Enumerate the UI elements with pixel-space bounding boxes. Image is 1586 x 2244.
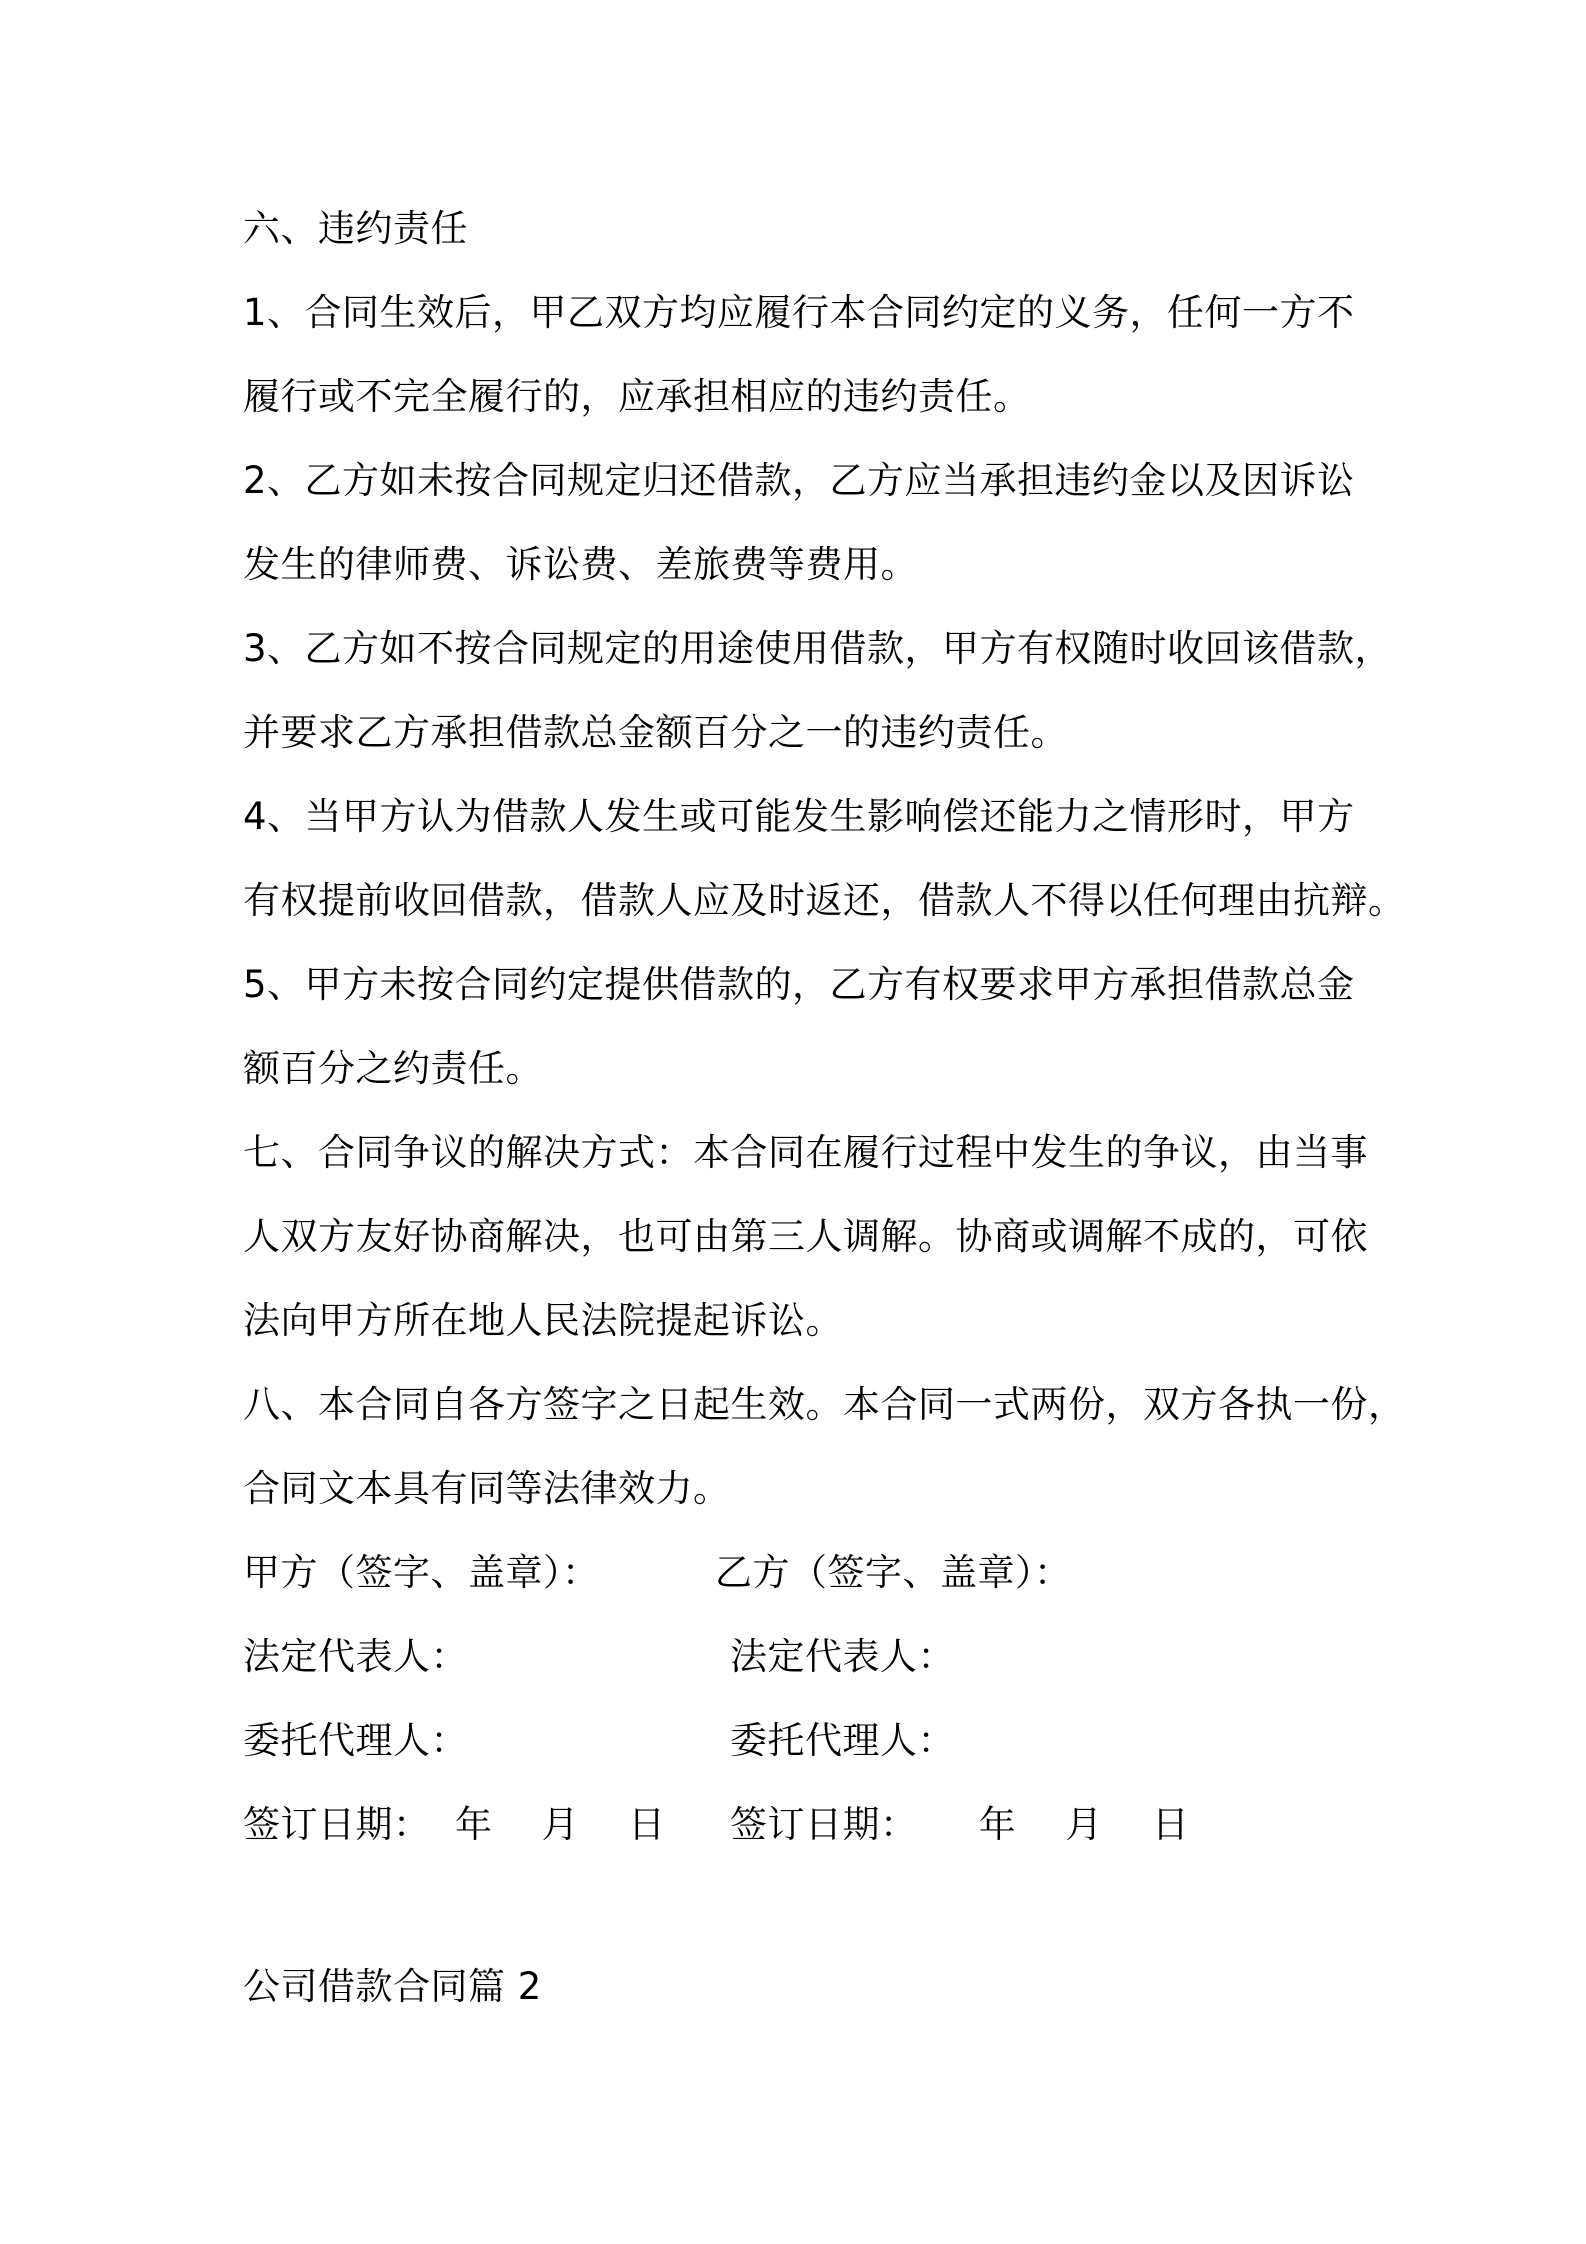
section-8-line-1: 八、本合同自各方签字之日起生效。本合同一式两份，双方各执一份，	[243, 1383, 1406, 1426]
party-b-rep: 法定代表人：	[730, 1635, 955, 1678]
item-5-line-1: 5、甲方未按合同约定提供借款的，乙方有权要求甲方承担借款总金	[243, 963, 1355, 1006]
item-4-line-2: 有权提前收回借款，借款人应及时返还，借款人不得以任何理由抗辩。	[243, 879, 1406, 922]
party-b-agent: 委托代理人：	[730, 1719, 955, 1762]
next-contract-title: 公司借款合同篇 2	[243, 1965, 542, 2008]
section-7-line-2: 人双方友好协商解决，也可由第三人调解。协商或调解不成的，可依	[243, 1215, 1368, 1258]
item-4-line-1: 4、当甲方认为借款人发生或可能发生影响偿还能力之情形时，甲方	[243, 795, 1355, 838]
party-b-sign: 乙方（签字、盖章）：	[715, 1551, 1072, 1594]
item-2-line-1: 2、乙方如未按合同规定归还借款，乙方应当承担违约金以及因诉讼	[243, 459, 1355, 502]
party-b-date: 签订日期： 年 月 日	[730, 1803, 1190, 1846]
section-8-line-2: 合同文本具有同等法律效力。	[243, 1467, 731, 1510]
item-3-line-1: 3、乙方如不按合同规定的用途使用借款，甲方有权随时收回该借款，	[243, 627, 1393, 670]
item-1-line-1: 1、合同生效后，甲乙双方均应履行本合同约定的义务，任何一方不	[243, 291, 1355, 334]
item-5-line-2: 额百分之约责任。	[243, 1047, 543, 1090]
party-a-agent: 委托代理人：	[243, 1719, 468, 1762]
section-6-heading: 六、违约责任	[243, 207, 468, 250]
party-a-sign: 甲方（签字、盖章）：	[243, 1551, 600, 1594]
item-1-line-2: 履行或不完全履行的，应承担相应的违约责任。	[243, 375, 1031, 418]
section-7-line-1: 七、合同争议的解决方式：本合同在履行过程中发生的争议，由当事	[243, 1131, 1368, 1174]
item-2-line-2: 发生的律师费、诉讼费、差旅费等费用。	[243, 543, 918, 586]
party-a-rep: 法定代表人：	[243, 1635, 468, 1678]
section-7-line-3: 法向甲方所在地人民法院提起诉讼。	[243, 1299, 843, 1342]
party-a-date: 签订日期： 年 月 日	[243, 1803, 666, 1846]
item-3-line-2: 并要求乙方承担借款总金额百分之一的违约责任。	[243, 711, 1068, 754]
